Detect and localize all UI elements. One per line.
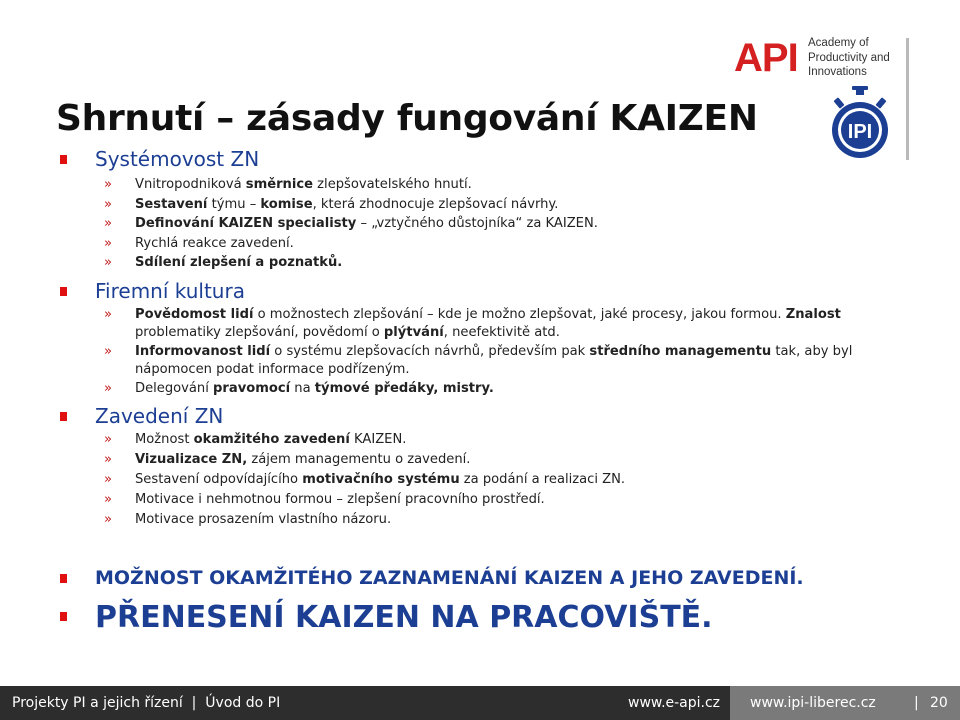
logo-line-1: Academy of xyxy=(808,37,869,49)
chevron-bullet-icon: » xyxy=(104,177,113,192)
list-item xyxy=(104,491,904,509)
api-logo-mark: API xyxy=(734,36,798,80)
chevron-bullet-icon: » xyxy=(104,255,113,270)
list-item xyxy=(104,380,904,398)
list-item xyxy=(104,215,904,233)
list-item-text: Definování KAIZEN specialisty – „vztyčného důstojníka“ za KAIZEN. xyxy=(135,216,598,231)
list-item-text: Motivace prosazením vlastního názoru. xyxy=(135,512,392,527)
list-item xyxy=(104,471,904,489)
footer-link-ipi[interactable]: www.ipi-liberec.cz xyxy=(750,695,876,711)
list-item xyxy=(104,306,904,342)
chevron-bullet-icon: » xyxy=(104,344,113,359)
bullet-square-icon xyxy=(60,412,67,421)
chevron-bullet-icon: » xyxy=(104,452,113,467)
list-item xyxy=(104,431,904,449)
list-item-text: Informovanost lidí o systému zlepšovacích návrhů, především pak středního managementu tak, aby byl nápomocen podat informace podřízeným. xyxy=(135,344,853,377)
list-item xyxy=(104,451,904,469)
footer-separator: | xyxy=(914,695,919,711)
list-item-text: Vizualizace ZN, zájem managementu o zavedení. xyxy=(135,452,471,467)
logo-line-3: Innovations xyxy=(808,66,867,78)
bullet-square-icon xyxy=(60,612,67,621)
bullet-square-icon xyxy=(60,574,67,583)
bullet-square-icon xyxy=(60,155,67,164)
list-item-text: Motivace i nehmotnou formou – zlepšení pracovního prostředí. xyxy=(135,492,545,507)
api-logo-text xyxy=(808,36,890,80)
page-title: Shrnutí – zásady fungování KAIZEN xyxy=(56,98,758,139)
chevron-bullet-icon: » xyxy=(104,216,113,231)
list-item-text: Možnost okamžitého zavedení KAIZEN. xyxy=(135,432,407,447)
list-item-text: Rychlá reakce zavedení. xyxy=(135,236,294,251)
ipi-badge-text: IPI xyxy=(847,121,873,143)
chevron-bullet-icon: » xyxy=(104,472,113,487)
page-number: 20 xyxy=(930,695,948,711)
list-item-text: Delegování pravomocí na týmové předáky, mistry. xyxy=(135,381,494,396)
logo-divider xyxy=(906,38,909,160)
logo-line-2: Productivity and xyxy=(808,51,890,64)
list-item xyxy=(104,235,904,253)
list-item xyxy=(104,176,904,194)
footer-link-e-api[interactable]: www.e-api.cz xyxy=(628,695,721,711)
footer-right-panel xyxy=(730,686,960,720)
bullet-square-icon xyxy=(60,287,67,296)
api-logo xyxy=(734,34,924,84)
chevron-bullet-icon: » xyxy=(104,512,113,527)
stopwatch-icon xyxy=(830,86,890,164)
list-item xyxy=(104,196,904,214)
list-item-text: Vnitropodniková směrnice zlepšovatelského hnutí. xyxy=(135,177,472,192)
footer-bar xyxy=(0,686,960,720)
list-item-text: Povědomost lidí o možnostech zlepšování – kde je možno zlepšovat, jaké procesy, jakou formou. Znalost problematiky zlepšování, povědomí o plýtvání, neefektivitě atd. xyxy=(135,307,841,340)
list-item xyxy=(104,343,904,379)
list-item xyxy=(104,254,904,272)
chevron-bullet-icon: » xyxy=(104,492,113,507)
chevron-bullet-icon: » xyxy=(104,197,113,212)
list-item-text: Sdílení zlepšení a poznatků. xyxy=(135,255,343,270)
list-item-text: Sestavení odpovídajícího motivačního systému za podání a realizaci ZN. xyxy=(135,472,626,487)
chevron-bullet-icon: » xyxy=(104,432,113,447)
list-item-text: Sestavení týmu – komise, která zhodnocuje zlepšovací návrhy. xyxy=(135,197,559,212)
chevron-bullet-icon: » xyxy=(104,236,113,251)
list-item xyxy=(104,511,904,529)
chevron-bullet-icon: » xyxy=(104,381,113,396)
footer-course-label: Projekty PI a jejich řízení | Úvod do PI xyxy=(12,695,281,711)
chevron-bullet-icon: » xyxy=(104,307,113,322)
